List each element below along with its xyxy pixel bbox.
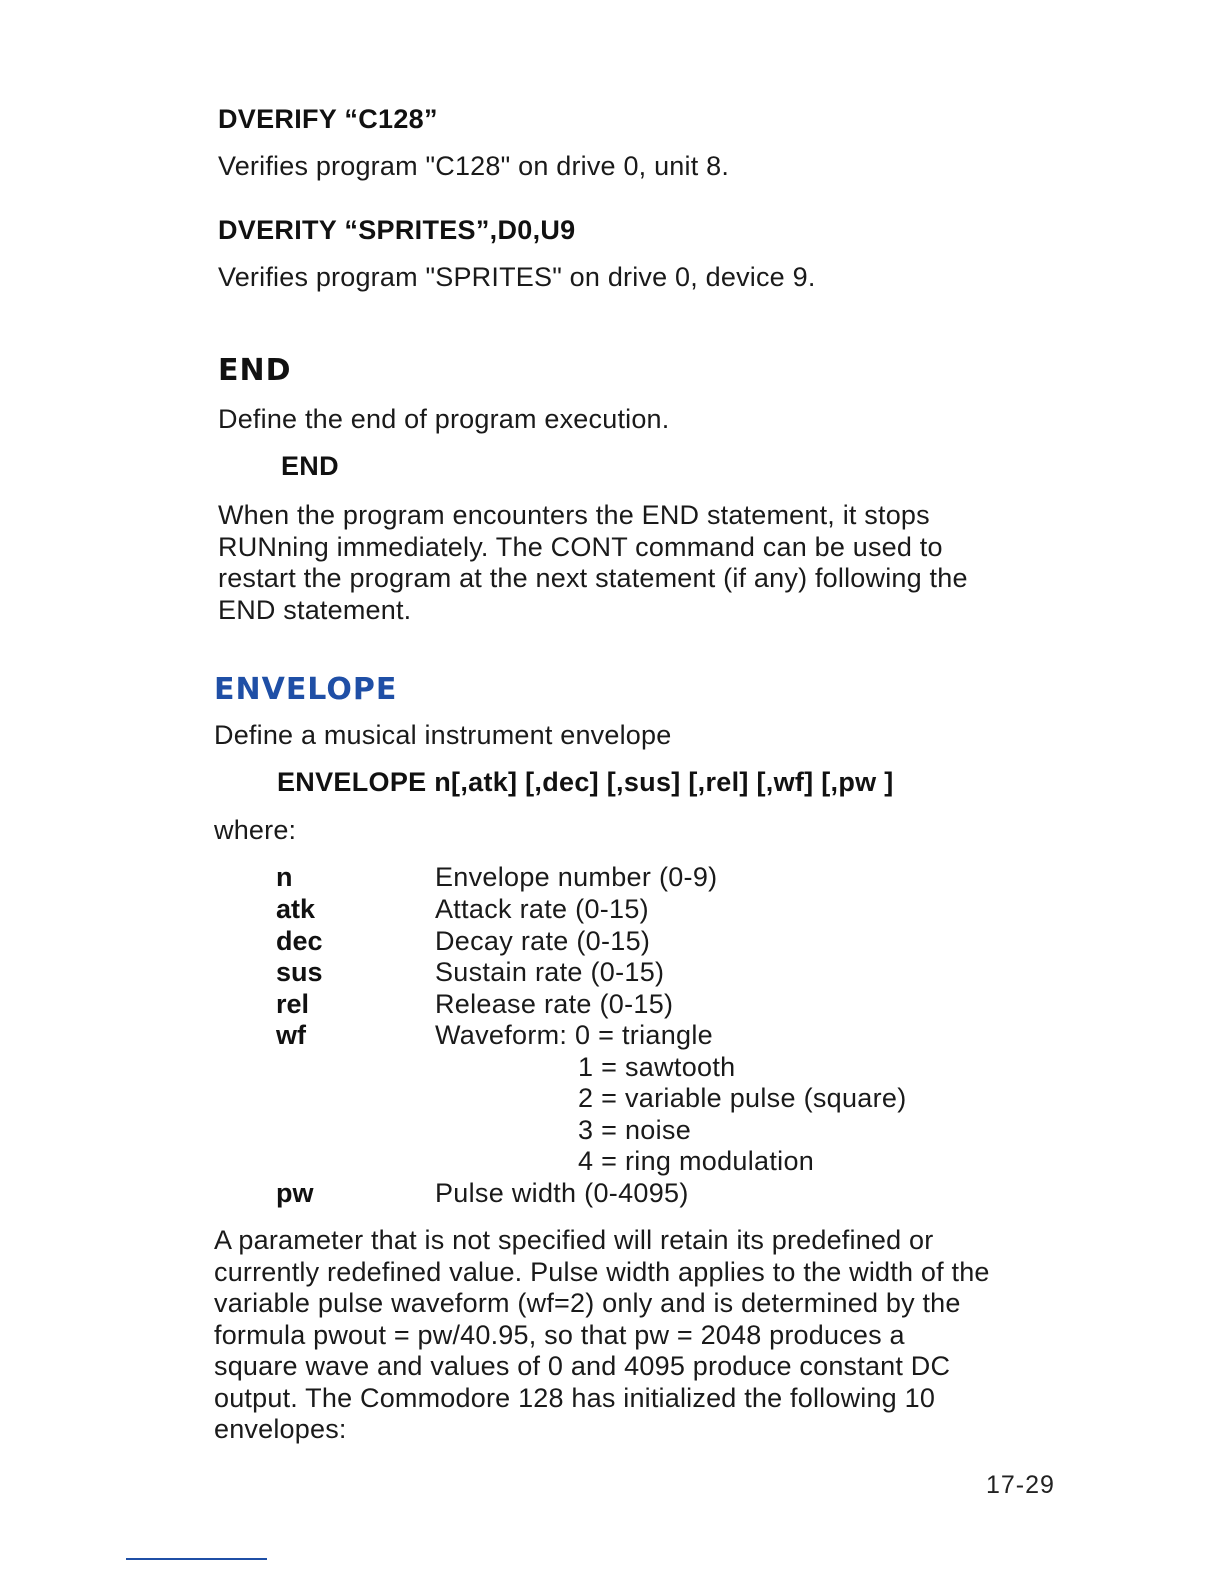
param-desc-pw: Pulse width (0-4095) bbox=[435, 1178, 689, 1208]
param-name-atk: atk bbox=[276, 894, 316, 924]
param-name-sus: sus bbox=[276, 957, 323, 987]
end-description-line: restart the program at the next statement (if any) following the bbox=[218, 563, 968, 593]
param-name-n: n bbox=[276, 862, 293, 892]
dverify-example1-command: DVERIFY “C128” bbox=[218, 104, 438, 134]
param-name-dec: dec bbox=[276, 926, 323, 956]
end-description-line: When the program encounters the END statement, it stops bbox=[218, 500, 930, 530]
envelope-description-line: A parameter that is not specified will retain its predefined or bbox=[214, 1225, 934, 1255]
end-syntax: END bbox=[281, 451, 339, 481]
envelope-description bbox=[214, 1225, 1054, 1446]
envelope-description-line: square wave and values of 0 and 4095 produce constant DC bbox=[214, 1351, 951, 1381]
param-desc-sus: Sustain rate (0-15) bbox=[435, 957, 665, 987]
envelope-description-line: envelopes: bbox=[214, 1414, 347, 1444]
end-description bbox=[218, 500, 1038, 626]
waveform-option: 3 = noise bbox=[578, 1115, 692, 1145]
envelope-summary: Define a musical instrument envelope bbox=[214, 720, 672, 750]
envelope-description-line: formula pwout = pw/40.95, so that pw = 2048 produces a bbox=[214, 1319, 905, 1350]
waveform-option: 4 = ring modulation bbox=[578, 1146, 815, 1176]
param-name-wf: wf bbox=[276, 1020, 306, 1050]
dverify-example2-command: DVERITY “SPRITES”,D0,U9 bbox=[218, 215, 576, 245]
dverify-example2-description: Verifies program "SPRITES" on drive 0, device 9. bbox=[218, 262, 816, 292]
envelope-description-line: output. The Commodore 128 has initialized the following 10 bbox=[214, 1382, 936, 1413]
param-desc-n: Envelope number (0-9) bbox=[435, 862, 718, 892]
end-summary: Define the end of program execution. bbox=[218, 404, 670, 434]
footer-rule bbox=[126, 1558, 267, 1560]
end-description-line: RUNning immediately. The CONT command can be used to bbox=[218, 531, 943, 562]
waveform-option: 1 = sawtooth bbox=[578, 1052, 736, 1082]
end-description-line: END statement. bbox=[218, 594, 412, 625]
envelope-description-line: currently redefined value. Pulse width applies to the width of the bbox=[214, 1256, 990, 1287]
envelope-heading: ENVELOPE bbox=[214, 672, 398, 707]
param-desc-dec: Decay rate (0-15) bbox=[435, 926, 651, 956]
end-heading: END bbox=[218, 353, 292, 388]
page-number: 17-29 bbox=[986, 1471, 1055, 1499]
waveform-option: 2 = variable pulse (square) bbox=[578, 1083, 907, 1113]
param-desc-wf: Waveform: 0 = triangle bbox=[435, 1020, 713, 1050]
param-desc-atk: Attack rate (0-15) bbox=[435, 894, 649, 924]
param-desc-rel: Release rate (0-15) bbox=[435, 989, 674, 1019]
where-label: where: bbox=[214, 815, 297, 845]
param-name-rel: rel bbox=[276, 989, 310, 1019]
envelope-description-line: variable pulse waveform (wf=2) only and is determined by the bbox=[214, 1288, 961, 1318]
param-name-pw: pw bbox=[276, 1178, 314, 1208]
dverify-example1-description: Verifies program "C128" on drive 0, unit 8. bbox=[218, 151, 730, 181]
envelope-syntax: ENVELOPE n[,atk] [,dec] [,sus] [,rel] [,wf] [,pw ] bbox=[277, 767, 894, 797]
